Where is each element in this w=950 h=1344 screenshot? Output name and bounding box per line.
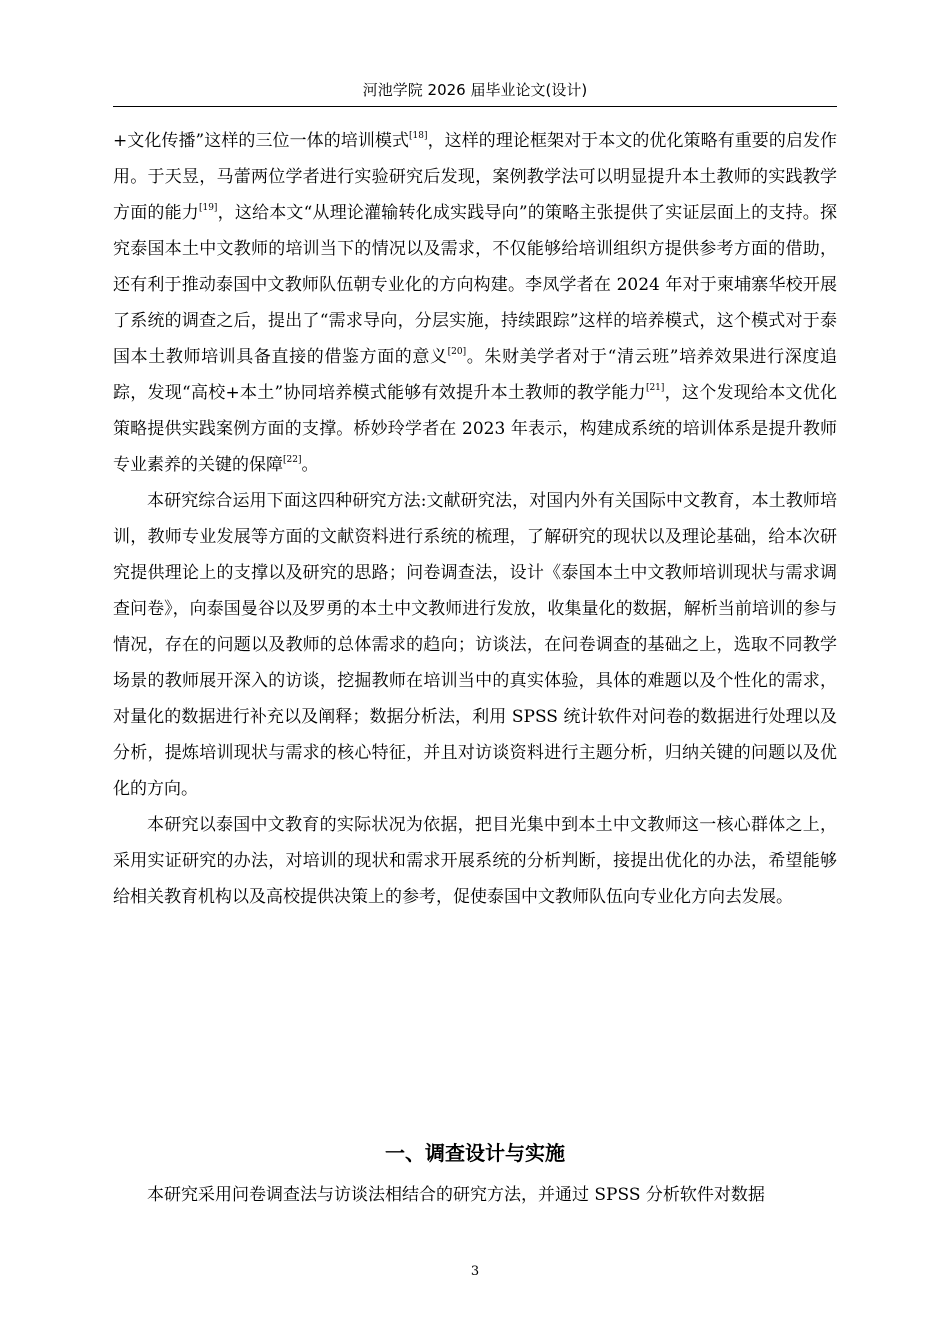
text-segment: ，这样的理论框架对于本文的优化策略有重要的启发作用。于天昱，马蕾两位学者进行实验研究后发现，案例教学法可以明显提升本土教师的实践教学方面的能力 <box>113 131 838 223</box>
paragraph-research-purpose: 本研究以泰国中文教育的实际状况为依据，把目光集中到本土中文教师这一核心群体之上，采用实证研究的办法，对培训的现状和需求开展系统的分析判断，接提出优化的办法，希望能够给相关教育机构以及高校提供决策上的参考，促使泰国中文教师队伍向专业化方向去发展。 <box>113 815 837 907</box>
page-header <box>113 76 837 107</box>
paragraph-literature-review <box>113 123 837 483</box>
citation-21: [21] <box>645 383 665 393</box>
section-heading: 一、调查设计与实施 <box>385 1141 565 1165</box>
text-segment: +文化传播”这样的三位一体的培训模式 <box>113 131 410 151</box>
main-body <box>113 123 837 915</box>
citation-19: [19] <box>198 203 218 213</box>
text-segment: ，这个发现给本文优化策略提供实践案例方面的支撑。桥妙玲学者在 2023 年表示，构建成系统的培训体系是提升教师专业素养的关键的保障 <box>113 383 838 475</box>
page-number: 3 <box>470 1264 480 1279</box>
citation-18: [18] <box>409 131 428 141</box>
text-segment: ，这给本文“从理论灌输转化成实践导向”的策略主张提供了实证层面上的支持。探究泰国本土中文教师的培训当下的情况以及需求，不仅能够给培训组织方提供参考方面的借助，还有利于推动泰国中文教师队伍朝专业化的方向构建。李凤学者在 2024 年对于柬埔寨华校开展了系统的调查之后，提出了“需求导向，分层实施，持续跟踪”这样的培养模式，这个模式对于泰国本土教师培训具备直接的借鉴方面的意义 <box>113 203 837 367</box>
paragraph-survey-design: 本研究采用问卷调查法与访谈法相结合的研究方法，并通过 SPSS 分析软件对数据 <box>147 1185 765 1205</box>
text-segment: 。 <box>301 455 319 475</box>
citation-22: [22] <box>283 455 302 465</box>
text-segment: 。朱财美学者对于“清云班”培养效果进行深度追踪，发现“高校+本土”协同培养模式能够有效提升本土教师的教学能力 <box>113 347 838 403</box>
header-title: 河池学院 2026 届毕业论文(设计) <box>362 81 588 99</box>
citation-20: [20] <box>447 347 467 357</box>
paragraph-research-methods: 本研究综合运用下面这四种研究方法:文献研究法，对国内外有关国际中文教育，本土教师培训，教师专业发展等方面的文献资料进行系统的梳理，了解研究的现状以及理论基础，给本次研究提供理论上的支撑以及研究的思路；问卷调查法，设计《泰国本土中文教师培训现状与需求调查问卷》，向泰国曼谷以及罗勇的本土中文教师进行发放，收集量化的数据，解析当前培训的参与情况，存在的问题以及教师的总体需求的趋向；访谈法，在问卷调查的基础之上，选取不同教学场景的教师展开深入的访谈，挖掘教师在培训当中的真实体验，具体的难题以及个性化的需求，对量化的数据进行补充以及阐释；数据分析法，利用 SPSS 统计软件对问卷的数据进行处理以及分析，提炼培训现状与需求的核心特征，并且对访谈资料进行主题分析，归纳关键的问题以及优化的方向。 <box>113 491 837 799</box>
